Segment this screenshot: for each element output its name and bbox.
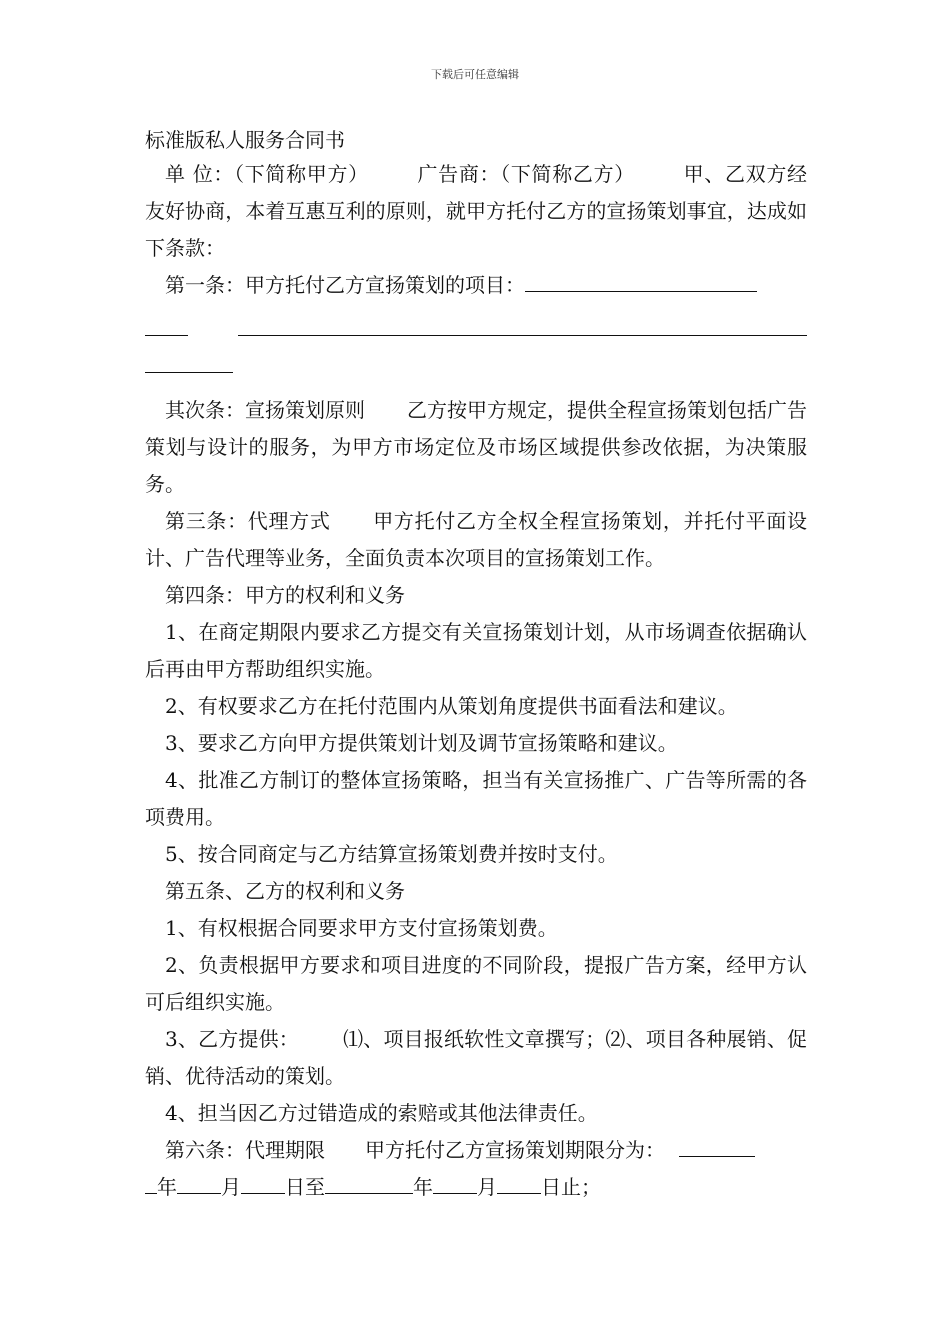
article-4-item-2: 2、有权要求乙方在托付范围内从策划角度提供书面看法和建议。: [165, 694, 738, 718]
article-4-item-3: 3、要求乙方向甲方提供策划计划及调节宣扬策略和建议。: [165, 731, 678, 755]
article-5-item-3-label: 3、乙方提供：: [165, 1027, 299, 1051]
article-6: [145, 1132, 807, 1169]
article-5-item-3-body: ⑴、项目报纸软性文章撰写；⑵、项目各种展销、促销、优待活动的策划。: [145, 1027, 807, 1088]
article-5-item-1: 1、有权根据合同要求甲方支付宣扬策划费。: [165, 916, 558, 940]
article-6-dates: [145, 1169, 807, 1206]
article-4-item-4: 4、批准乙方制订的整体宣扬策略，担当有关宣扬推广、广告等所需的各项费用。: [145, 768, 807, 829]
article-5-heading: 第五条、乙方的权利和义务: [165, 879, 405, 903]
intro-text: 甲、乙双方经友好协商，本着互惠互利的原则，就甲方托付乙方的宣扬策划事宜，达成如下条款：: [145, 162, 808, 260]
article-2: [145, 392, 807, 503]
article-6-heading: 第六条：代理期限: [165, 1138, 325, 1162]
article-3-heading: 第三条：代理方式: [165, 509, 331, 533]
month-label: 月: [221, 1175, 241, 1199]
intro-unit: 单 位：（下简称甲方）: [165, 162, 369, 186]
year2-label: 年: [413, 1175, 433, 1199]
article-4-item-5: 5、按合同商定与乙方结算宣扬策划费并按时支付。: [165, 842, 618, 866]
project-blank-1[interactable]: [525, 267, 757, 292]
project-blank-2b[interactable]: [238, 311, 807, 336]
year-label: 年: [157, 1175, 177, 1199]
intro-advertiser: 广告商：（下简称乙方）: [416, 162, 635, 186]
project-blank-3[interactable]: [145, 348, 233, 373]
document-title: 标准版私人服务合同书: [145, 128, 345, 152]
end-label: 日止；: [541, 1175, 601, 1199]
article-2-heading: 其次条：宣扬策划原则: [165, 398, 365, 422]
article-2-body: 乙方按甲方规定，提供全程宣扬策划包括广告策划与设计的服务，为甲方市场定位及市场区域提供参改依据，为决策服务。: [145, 398, 807, 496]
start-year-blank[interactable]: [145, 1169, 157, 1194]
period-blank-start[interactable]: [679, 1132, 755, 1157]
day-to-label: 日至: [285, 1175, 325, 1199]
project-blank-line-3: [145, 341, 807, 378]
intro-paragraph: [145, 156, 807, 267]
start-month-blank[interactable]: [177, 1169, 221, 1194]
page-header: 下载后可任意编辑: [431, 68, 519, 81]
article-3: [145, 503, 807, 577]
article-5-item-2: 2、负责根据甲方要求和项目进度的不同阶段，提报广告方案，经甲方认可后组织实施。: [145, 953, 807, 1014]
document-body: [145, 156, 807, 1206]
article-1-text: 第一条：甲方托付乙方宣扬策划的项目：: [165, 273, 525, 297]
start-day-blank[interactable]: [241, 1169, 285, 1194]
article-4-heading: 第四条：甲方的权利和义务: [165, 583, 405, 607]
article-4-item-1: 1、在商定期限内要求乙方提交有关宣扬策划计划，从市场调查依据确认后再由甲方帮助组织实施。: [145, 620, 807, 681]
end-year-blank[interactable]: [325, 1169, 413, 1194]
month2-label: 月: [477, 1175, 497, 1199]
end-day-blank[interactable]: [497, 1169, 541, 1194]
article-5-item-4: 4、担当因乙方过错造成的索赔或其他法律责任。: [165, 1101, 598, 1125]
project-blank-2a[interactable]: [145, 311, 188, 336]
article-3-body: 甲方托付乙方全权全程宣扬策划，并托付平面设计、广告代理等业务，全面负责本次项目的宣扬策划工作。: [145, 509, 808, 570]
end-month-blank[interactable]: [433, 1169, 477, 1194]
article-5-item-3: [145, 1021, 807, 1095]
article-1: [145, 267, 807, 304]
article-6-body: 甲方托付乙方宣扬策划期限分为：: [365, 1138, 665, 1162]
project-blank-line-2: [145, 304, 807, 341]
